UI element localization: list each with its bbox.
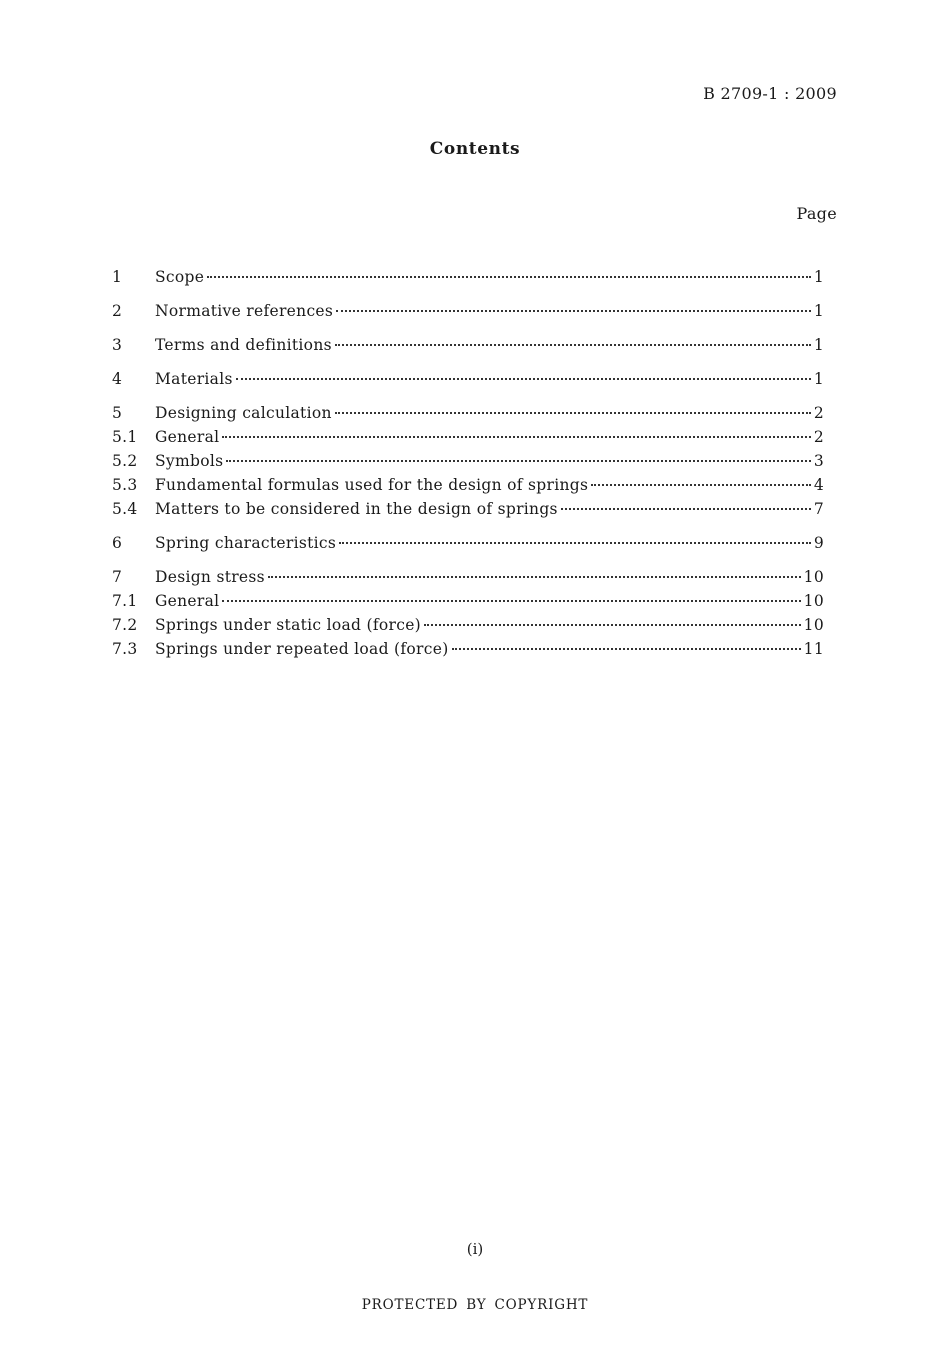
toc-entry[interactable] [112,498,824,520]
toc-entry-title: Matters to be considered in the design of springs [155,500,558,518]
toc-entry-title: Scope [155,268,205,286]
toc-entry[interactable] [112,614,824,636]
dot-leader [591,484,811,486]
toc-entry[interactable] [112,566,824,588]
toc-entry-number: 1 [112,268,123,286]
toc-entry-title: Symbols [155,452,224,470]
toc-entry[interactable] [112,590,824,612]
toc-entry-page: 1 [813,370,824,388]
toc-entry-number: 7.1 [112,592,138,610]
toc-entry[interactable] [112,334,824,356]
toc-entry[interactable] [112,474,824,496]
toc-entry-title: General [155,592,220,610]
toc-entry-number: 4 [112,370,123,388]
toc-entry-title: Spring characteristics [155,534,337,552]
toc-entry[interactable] [112,426,824,448]
dot-leader [452,648,801,650]
dot-leader [222,436,810,438]
toc-entry-number: 7.3 [112,640,138,658]
dot-leader [207,276,811,278]
dot-leader [222,600,800,602]
toc-entry-title: Fundamental formulas used for the design of springs [155,476,589,494]
toc-entry-number: 3 [112,336,123,354]
toc-entry-title: Materials [155,370,233,388]
toc-entry-page: 10 [803,592,824,610]
toc-entry-title: Springs under static load (force) [155,616,422,634]
toc-entry-number: 2 [112,302,123,320]
toc-entry-page: 2 [813,404,824,422]
toc-entry-page: 9 [813,534,824,552]
dot-leader [336,310,811,312]
toc-entry-number: 6 [112,534,123,552]
dot-leader [335,344,811,346]
toc-entry-page: 7 [813,500,824,518]
toc-entry[interactable] [112,300,824,322]
toc-entry-number: 5 [112,404,123,422]
toc-entry-page: 4 [813,476,824,494]
toc-entry-number: 7 [112,568,123,586]
toc-entry-title: General [155,428,220,446]
copyright-notice: PROTECTED BY COPYRIGHT [361,1297,589,1313]
page-folio: (i) [466,1240,484,1258]
toc-entry-page: 10 [803,568,824,586]
dot-leader [335,412,811,414]
dot-leader [561,508,811,510]
toc-entry[interactable] [112,638,824,660]
toc-entry-number: 5.1 [112,428,138,446]
toc-entry-page: 2 [813,428,824,446]
dot-leader [226,460,810,462]
toc-entry-title: Springs under repeated load (force) [155,640,449,658]
dot-leader [236,378,811,380]
toc-entry-page: 1 [813,268,824,286]
dot-leader [268,576,801,578]
toc-entry-number: 5.4 [112,500,138,518]
toc-entry-page: 10 [803,616,824,634]
toc-entry-number: 7.2 [112,616,138,634]
toc-entry-title: Normative references [155,302,334,320]
toc-entry-page: 3 [813,452,824,470]
toc-entry-page: 1 [813,302,824,320]
page-column-label: Page [796,204,837,223]
toc-entry-page: 1 [813,336,824,354]
toc-entry[interactable] [112,450,824,472]
toc-entry-number: 5.3 [112,476,138,494]
page-title: Contents [429,139,521,159]
toc-entry[interactable] [112,532,824,554]
toc-entry-number: 5.2 [112,452,138,470]
dot-leader [339,542,811,544]
toc-entry-title: Designing calculation [155,404,332,422]
toc-entry-title: Design stress [155,568,265,586]
toc-entry[interactable] [112,402,824,424]
toc-entry[interactable] [112,368,824,390]
standard-number: B 2709-1 : 2009 [703,84,837,103]
toc-entry-title: Terms and definitions [155,336,332,354]
toc-entry-page: 11 [803,640,824,658]
dot-leader [424,624,801,626]
toc-entry[interactable] [112,266,824,288]
